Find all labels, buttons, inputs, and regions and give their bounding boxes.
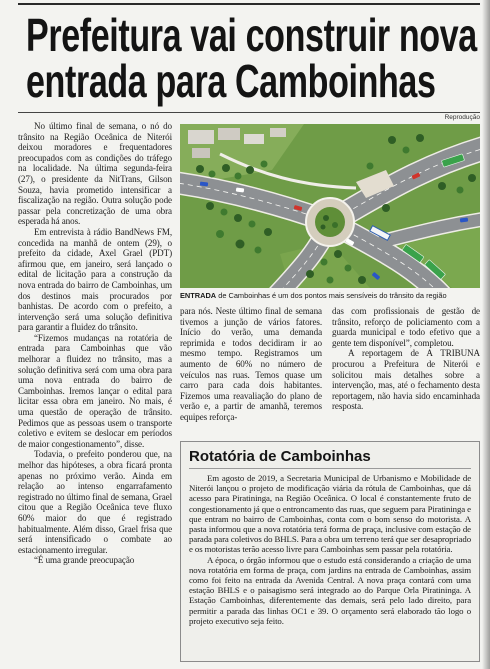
caption-lead: ENTRADA xyxy=(180,291,217,300)
sidebar-box xyxy=(180,441,480,662)
aerial-render-image xyxy=(180,124,480,288)
sidebar-paragraph: Em agosto de 2019, a Secretaria Municipal de Urbanismo e Mobilidade de Niterói lançou o projeto de modificação viária da rótula de Camboinhas, que dá acesso para Piratininga, na Região Oceânica. O local é constantemente fruto de congestionamento já que o entroncamento das ruas, que seguem para Piratininga e que entram no bairro de Camboinhas, conta com o bom senso do motorista. A pasta informou que a nova rotatória terá forma de praça, inclusive com estação de parada para coletivos do BHLS. Para a obra um terreno terá que ser desapropriado e os motoristas terão acesso livre para Camboinhas sem passar pela rotatória. xyxy=(189,473,471,555)
article-paragraph: “Fizemos mudanças na rotatória de entrada para Camboinhas que vão melhorar a fluidez no trânsito, mas a solução definitiva será com uma obra para uma nova entrada do bairro de Camboinhas. Iremos lançar o edital para licitar essa obra em janeiro. No mais, é uma questão de operação de trânsito. Pedimos que as pessoas usem o transporte coletivo e evitem se deslocar em períodos de maior congestionamento”, disse. xyxy=(18,332,172,449)
image-caption xyxy=(180,291,480,302)
article-paragraph: No último final de semana, o nó do trânsito na Região Oceânica de Niterói deixou moradores e frequentadores preocupados com as condições do tráfego na localidade. Na última segunda-feira (27), o presidente da NitTrans, Gilson Souza, havia prometido intensificar a fiscalização na região. Outra solução pode passar pela concretização de uma obra esperada há anos. xyxy=(18,121,172,227)
tree xyxy=(323,215,329,221)
article-column-1 xyxy=(18,121,172,664)
tree xyxy=(235,173,242,180)
article-column-2 xyxy=(180,306,322,437)
article-column-3 xyxy=(332,306,480,437)
tree xyxy=(334,250,342,258)
tree xyxy=(367,163,374,170)
article-paragraph: das com profissionais de gestão de trânsito, reforço de policiamento com a guarda municipal e todo efetivo que a gente tem disponível”, completou. xyxy=(332,306,480,348)
tree xyxy=(457,187,464,194)
tree xyxy=(388,136,396,144)
building xyxy=(270,128,286,137)
sidebar-title: Rotatória de Camboinhas xyxy=(189,442,471,469)
tree xyxy=(345,265,352,272)
tree xyxy=(468,174,476,182)
top-rule xyxy=(18,3,480,5)
tree xyxy=(222,164,230,172)
tree xyxy=(332,222,338,228)
tree xyxy=(216,230,224,238)
tree xyxy=(306,270,314,278)
car xyxy=(200,182,208,187)
tree xyxy=(249,221,256,228)
headline-line-2: entrada para Camboinhas xyxy=(26,55,436,107)
photo-credit: Reprodução xyxy=(444,114,480,121)
headline xyxy=(26,9,482,108)
article-paragraph: para nós. Neste último final de semana tivemos a junção de vários fatores. Início do verão, uma demanda reprimida e todos decidiram ir ao mesmo tempo. Registramos um aumento de 60% no número de veículos nas ruas. Temos quase um carro para cada dois habitantes. Fizemos uma reavaliação do plano de verão e, a partir de amanhã, teremos equipes reforça- xyxy=(180,306,322,422)
tree xyxy=(382,204,390,212)
building xyxy=(218,128,240,140)
headline-rule xyxy=(18,112,480,113)
tree xyxy=(234,214,242,222)
article-paragraph: Em entrevista à rádio BandNews FM, concedida na manhã de ontem (29), o prefeito da cidade, Axel Grael (PDT) afirmou que, em janeiro, será lançado o edital de licitação para a construção da nova entrada do bairro de Camboinhas, um dos destinos mais procurados por banhistas. De acordo com o prefeito, a intervenção será uma solução definitiva para garantir a fluidez do trânsito. xyxy=(18,226,172,333)
building xyxy=(244,134,264,144)
sidebar-paragraph: A época, o órgão informou que o estudo está considerando a criação de uma nova rotatória em forma de praça, com jardins na entrada de Camboinhas, assim como foi feito na entrada da Avenida Central. A nova praça contará com uma estação BHLS e o paisagismo será integrado ao do Parque Orla Piratininga. A Estação Camboinhas, diferentemente das demais, será pelo lado direito, para permitir a parada das linhas OC1 e 39. O orçamento será elaborado tão logo o projeto executivo seja feito. xyxy=(189,554,471,626)
tree xyxy=(321,259,328,266)
tree xyxy=(416,134,424,142)
tree xyxy=(264,228,272,236)
tree xyxy=(403,147,410,154)
tree xyxy=(255,247,262,254)
article-paragraph: “É uma grande preocupação xyxy=(34,555,135,566)
tree xyxy=(358,276,366,284)
tree xyxy=(196,165,204,173)
tree xyxy=(209,171,216,178)
sidebar-body xyxy=(181,469,479,626)
caption-text: de Camboinhas é um dos pontos mais sensíveis do trânsito da região xyxy=(218,291,447,300)
tree xyxy=(438,182,446,190)
tree xyxy=(321,225,326,230)
article-paragraph: Todavia, o prefeito ponderou que, na melhor das hipóteses, a obra ficará pronta apenas no próximo verão. Ainda em relação ao intenso engarrafamento registrado no último final de semana, Grael citou que a Região Oceânica teve fluxo 60% maior do que é registrado habitualmente. Além disso, Grael frisa que será intensificado o combate ao estacionamento irregular. xyxy=(18,449,172,555)
roundabout-garden xyxy=(315,207,345,237)
tree xyxy=(221,209,228,216)
tree xyxy=(246,166,254,174)
tree xyxy=(236,240,245,249)
tree xyxy=(206,202,214,210)
headline-line-1: Prefeitura vai construir nova xyxy=(26,9,477,61)
tree xyxy=(261,161,268,168)
aerial-render-svg xyxy=(180,124,480,288)
tree xyxy=(327,277,334,284)
building xyxy=(188,130,214,144)
building xyxy=(192,148,210,158)
scan-edge-shadow xyxy=(482,0,490,669)
article-paragraph: A reportagem de A TRIBUNA procurou a Prefeitura de Niterói e solicitou mais detalhes sobre a intervenção, mas, até o fechamento desta reportagem, não havia sido encaminhada resposta. xyxy=(332,348,480,412)
